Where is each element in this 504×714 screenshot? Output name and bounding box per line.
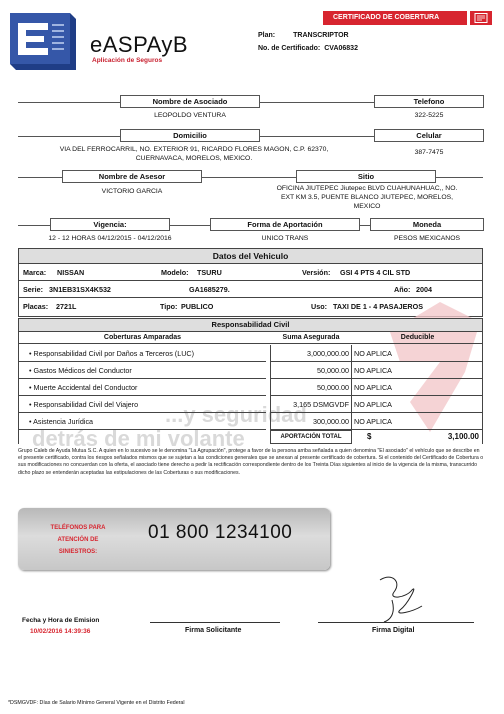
coverage-sum: 3,165 DSMGVDF xyxy=(270,396,352,413)
cert-number-label: No. de Certificado: xyxy=(258,45,321,52)
model-value: TSURU xyxy=(197,268,222,277)
address-label: Domicilio xyxy=(120,129,260,142)
site-line-1: OFICINA JIUTEPEC Jiutepec BLVD CUAHUNAHUAC,, NO. xyxy=(276,185,458,192)
legal-text: Grupo Caleb de Ayuda Mutua S.C. A quien en lo sucesivo se le denomina "La Agrupación", protege a favor de la persona arriba señalada a quien denomina "El asociado" el vehículo que se describe en el presente certificado, contra los riesgos señalados mismos que se sujetan a las condiciones generales que se anexan al presente certificado de cobertura. Si el contenido del Certificado de Cobertura o sus modificaciones no concuerdan con la oferta, el asociado tiene derecho a pedir la rectificación correspondiente dentro de los Treinta Días siguientes al inicio de la vigencia de la misma, transcurrido dicho plazo se entenderán aceptadas las estipulaciones de las Coberturas o sus modificaciones. xyxy=(18,448,484,476)
applicant-signature-line xyxy=(150,622,280,623)
emission-label: Fecha y Hora de Emision xyxy=(22,617,100,624)
phone-value: 322-5225 xyxy=(414,112,444,119)
site-line-3: MEXICO xyxy=(353,203,381,210)
vehicle-table-title: Datos del Vehiculo xyxy=(19,249,482,264)
certificate-number xyxy=(258,45,358,52)
coverage-deductible: NO APLICA xyxy=(352,413,483,430)
table-row xyxy=(19,362,483,379)
plates-label: Placas: xyxy=(23,302,49,311)
year-value: 2004 xyxy=(416,285,432,294)
coverage-name: • Responsabilidad Civil del Viajero xyxy=(19,396,266,413)
coverage-name: • Gastos Médicos del Conductor xyxy=(19,362,266,379)
use-label: Uso: xyxy=(311,302,327,311)
plan-label: Plan: xyxy=(258,32,276,39)
serial-value: 3N1EB31SX4K532 xyxy=(49,285,111,294)
coverage-sum: 50,000.00 xyxy=(270,362,352,379)
validity-value: 12 - 12 HORAS 04/12/2015 - 04/12/2016 xyxy=(48,235,172,242)
phone-label: Telefono xyxy=(374,95,484,108)
applicant-signature-label: Firma Solicitante xyxy=(185,627,242,634)
cell-label: Celular xyxy=(374,129,484,142)
currency-label: Moneda xyxy=(370,218,484,231)
associate-name: LEOPOLDO VENTURA xyxy=(154,112,226,119)
cell-value: 387-7475 xyxy=(414,149,444,156)
cert-number-value: CVA06832 xyxy=(324,45,358,52)
document-icon xyxy=(470,11,492,25)
type-label: Tipo: xyxy=(160,302,178,311)
claims-phone-number: 01 800 1234100 xyxy=(148,522,293,543)
contribution-label: Forma de Aportación xyxy=(210,218,360,231)
claims-phone-label: TELÉFONOS PARA ATENCIÓN DE SINIESTROS: xyxy=(50,525,106,555)
watermark-line-1: ...y seguridad xyxy=(165,402,307,427)
table-row xyxy=(19,396,483,413)
brand-name: eASPAyB xyxy=(90,32,189,57)
validity-label: Vigencia: xyxy=(50,218,170,231)
advisor-label: Nombre de Asesor xyxy=(62,170,202,183)
year-label: Año: xyxy=(394,285,411,294)
version-label: Versión: xyxy=(302,268,331,277)
col-coverage: Coberturas Amparadas xyxy=(103,334,182,341)
coverage-deductible: NO APLICA xyxy=(352,362,483,379)
serial-extra: GA1685279. xyxy=(189,285,230,294)
total-amount: 3,100.00 xyxy=(447,432,479,441)
advisor-name: VICTORIO GARCIA xyxy=(101,188,163,195)
company-logo xyxy=(6,10,80,76)
emission-value: 10/02/2016 14:39:36 xyxy=(30,628,91,635)
table-row xyxy=(19,264,482,281)
coverage-deductible: NO APLICA xyxy=(352,396,483,413)
coverage-name: • Responsabilidad Civil por Daños a Terceros (LUC) xyxy=(19,345,266,362)
col-deductible: Deducible xyxy=(400,334,435,341)
col-sum: Suma Asegurada xyxy=(282,334,340,341)
table-row xyxy=(19,413,483,430)
table-row xyxy=(19,345,483,362)
site-line-2: EXT KM 3.5, PUENTE BLANCO JIUTEPEC, MORELOS, xyxy=(280,194,454,201)
use-value: TAXI DE 1 - 4 PASAJEROS xyxy=(333,302,423,311)
digital-signature-icon xyxy=(372,570,432,626)
serial-label: Serie: xyxy=(23,285,43,294)
liability-header-row xyxy=(19,332,482,344)
table-row xyxy=(19,379,483,396)
plan-value: TRANSCRIPTOR xyxy=(293,32,349,39)
coverage-name: • Asistencia Jurídica xyxy=(19,413,266,430)
certificate-banner: CERTIFICADO DE COBERTURA xyxy=(323,11,467,25)
type-value: PUBLICO xyxy=(181,302,214,311)
coverage-deductible: NO APLICA xyxy=(352,345,483,362)
plates-value: 2721L xyxy=(56,302,77,311)
digital-signature-label: Firma Digital xyxy=(372,627,415,634)
brand-subtitle: Aplicación de Seguros xyxy=(92,57,163,64)
watermark-line-2: detrás de mi volante xyxy=(32,426,245,451)
liability-table-title: Responsabilidad Civil xyxy=(19,319,482,332)
claims-phone-card xyxy=(18,508,330,570)
coverage-sum: 300,000.00 xyxy=(270,413,352,430)
make-label: Marca: xyxy=(23,268,47,277)
currency-value: PESOS MEXICANOS xyxy=(393,235,461,242)
plan-info xyxy=(258,32,349,39)
coverage-sum: 3,000,000.00 xyxy=(270,345,352,362)
coverage-name: • Muerte Accidental del Conductor xyxy=(19,379,266,396)
version-value: GSI 4 PTS 4 CIL STD xyxy=(340,268,411,277)
coverage-deductible: NO APLICA xyxy=(352,379,483,396)
model-label: Modelo: xyxy=(161,268,189,277)
digital-signature-line xyxy=(318,622,474,623)
contribution-value: UNICO TRANS xyxy=(261,235,309,242)
address-line-1: VIA DEL FERROCARRIL, NO. EXTERIOR 91, RICARDO FLORES MAGON, C.P. 62370, xyxy=(59,146,329,153)
currency-symbol: $ xyxy=(367,432,372,441)
total-label: APORTACIÓN TOTAL xyxy=(270,430,352,444)
liability-table xyxy=(18,318,483,444)
coverage-sum: 50,000.00 xyxy=(270,379,352,396)
make-value: NISSAN xyxy=(57,268,85,277)
address-line-2: CUERNAVACA, MORELOS, MEXICO. xyxy=(135,155,253,162)
site-label: Sitio xyxy=(296,170,436,183)
associate-name-label: Nombre de Asociado xyxy=(120,95,260,108)
footnote: *DSMGVDF: Días de Salario Mínimo General Vigente en el Distrito Federal xyxy=(8,700,185,706)
